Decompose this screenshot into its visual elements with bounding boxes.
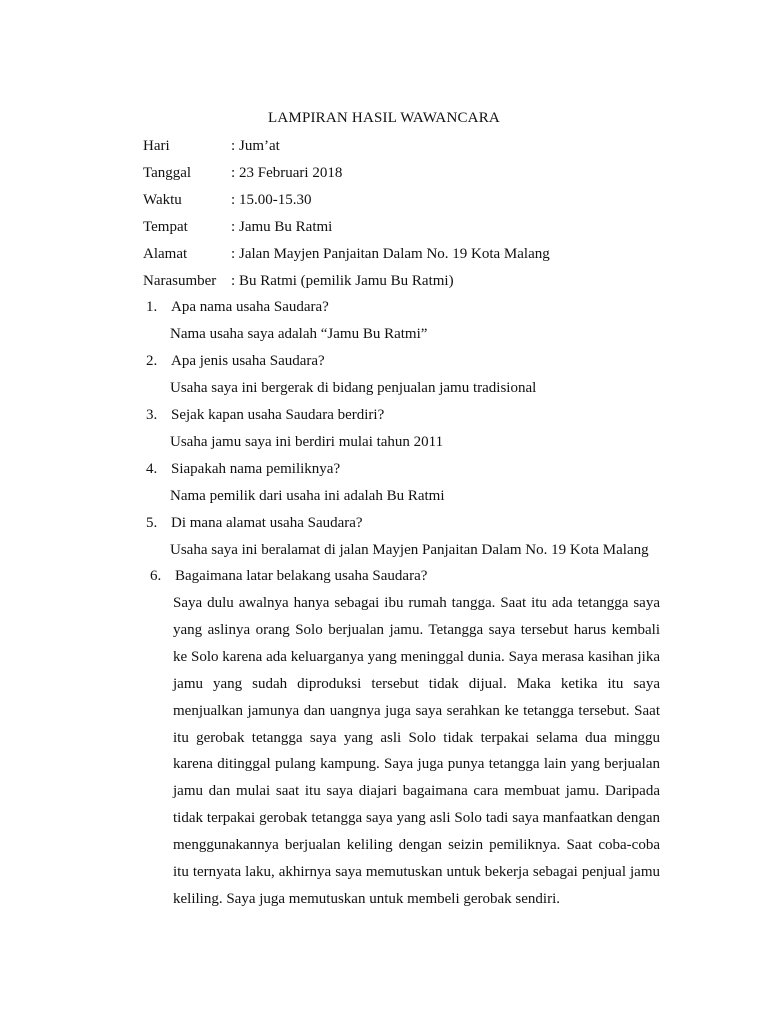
answer-text: Usaha saya ini beralamat di jalan Mayjen Panjaitan Dalam No. 19 Kota Malang xyxy=(170,542,649,558)
meta-separator: : xyxy=(231,219,236,235)
meta-value: Jamu Bu Ratmi xyxy=(239,219,333,235)
meta-separator: : xyxy=(231,192,236,208)
meta-separator: : xyxy=(231,138,236,154)
question-text: Siapakah nama pemiliknya? xyxy=(171,461,341,477)
meta-label: Narasumber xyxy=(143,273,217,289)
meta-value: 23 Februari 2018 xyxy=(239,165,343,181)
question-text: Apa nama usaha Saudara? xyxy=(171,299,329,315)
meta-value: Jum’at xyxy=(239,138,280,154)
question-number: 2. xyxy=(146,353,158,369)
meta-separator: : xyxy=(231,165,236,181)
answer-text: Usaha saya ini bergerak di bidang penjualan jamu tradisional xyxy=(170,380,537,396)
meta-label: Hari xyxy=(143,138,170,154)
meta-label: Tempat xyxy=(143,219,188,235)
answer-paragraph: Saya dulu awalnya hanya sebagai ibu rumah tangga. Saat itu ada tetangga saya yang aslinya orang Solo berjualan jamu. Tetangga saya tersebut harus kembali ke Solo karena ada keluarganya yang meninggal dunia. Saya merasa kasihan jika jamu yang sudah diproduksi tersebut tidak dijual. Maka ketika itu saya menjualkan jamunya dan uangnya juga saya serahkan ke tetangga tersebut. Saat itu gerobak tetangga saya yang asli Solo tidak terpakai selama dua minggu karena ditinggal pulang kampung. Saya juga punya tetangga lain yang berjualan jamu dan mulai saat itu saya diajari bagaimana cara membuat jamu. Daripada tidak terpakai gerobak tetangga saya yang asli Solo tadi saya manfaatkan dengan menggunakannya berjualan keliling dengan seizin pemiliknya. Saat coba-coba itu ternyata laku, akhirnya saya memutuskan untuk bekerja sebagai penjual jamu keliling. Saya juga memutuskan untuk membeli gerobak sendiri. xyxy=(173,595,660,907)
meta-value: Bu Ratmi (pemilik Jamu Bu Ratmi) xyxy=(239,273,454,289)
document-title: LAMPIRAN HASIL WAWANCARA xyxy=(268,110,500,126)
question-number: 4. xyxy=(146,461,158,477)
meta-label: Waktu xyxy=(143,192,182,208)
question-text: Sejak kapan usaha Saudara berdiri? xyxy=(171,407,385,423)
question-number: 5. xyxy=(146,515,158,531)
meta-value: 15.00-15.30 xyxy=(239,192,312,208)
meta-separator: : xyxy=(231,273,236,289)
question-number: 3. xyxy=(146,407,158,423)
question-number: 1. xyxy=(146,299,158,315)
question-text: Apa jenis usaha Saudara? xyxy=(171,353,325,369)
answer-text: Nama usaha saya adalah “Jamu Bu Ratmi” xyxy=(170,326,428,342)
meta-separator: : xyxy=(231,246,236,262)
answer-text: Usaha jamu saya ini berdiri mulai tahun 2011 xyxy=(170,434,444,450)
meta-label: Alamat xyxy=(143,246,188,262)
meta-label: Tanggal xyxy=(143,165,192,181)
meta-value: Jalan Mayjen Panjaitan Dalam No. 19 Kota Malang xyxy=(239,246,550,262)
question-text: Bagaimana latar belakang usaha Saudara? xyxy=(175,568,428,584)
question-number: 6. xyxy=(150,568,162,584)
question-text: Di mana alamat usaha Saudara? xyxy=(171,515,363,531)
answer-text: Nama pemilik dari usaha ini adalah Bu Ratmi xyxy=(170,488,445,504)
